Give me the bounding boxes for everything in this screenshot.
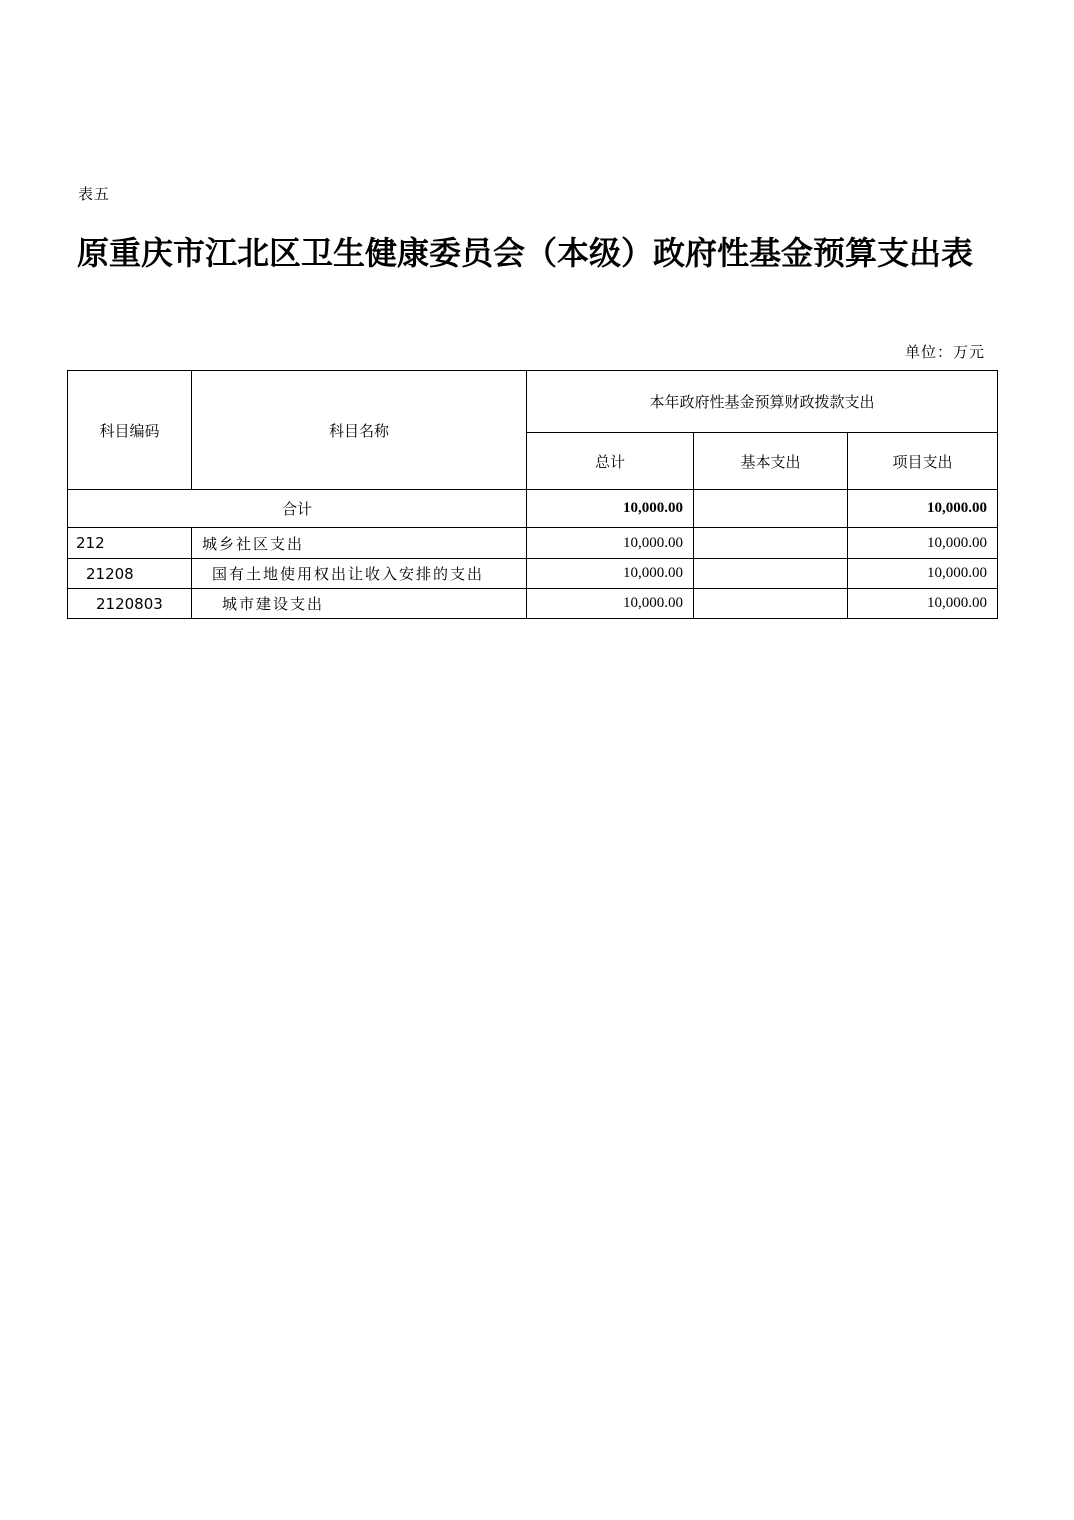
- row-total: 10,000.00: [527, 559, 694, 589]
- table-row: [68, 528, 998, 559]
- row-code: 2120803: [68, 589, 192, 619]
- row-total: 10,000.00: [527, 589, 694, 619]
- row-basic: [694, 559, 848, 589]
- unit-label: 单位：万元: [904, 343, 985, 361]
- page-title: 原重庆市江北区卫生健康委员会（本级）政府性基金预算支出表: [77, 234, 974, 272]
- header-code: 科目编码: [68, 371, 192, 490]
- budget-table: [67, 370, 998, 619]
- row-name: 城市建设支出: [192, 589, 527, 619]
- total-project: 10,000.00: [848, 490, 998, 528]
- row-code: 212: [68, 528, 192, 559]
- header-basic: 基本支出: [694, 433, 848, 490]
- table-row: [68, 589, 998, 619]
- row-name: 城乡社区支出: [192, 528, 527, 559]
- row-project: 10,000.00: [848, 528, 998, 559]
- row-name: 国有土地使用权出让收入安排的支出: [192, 559, 527, 589]
- total-label: 合计: [68, 490, 527, 528]
- total-basic: [694, 490, 848, 528]
- header-project: 项目支出: [848, 433, 998, 490]
- header-group: 本年政府性基金预算财政拨款支出: [527, 371, 998, 433]
- table-number-label: 表五: [78, 185, 111, 203]
- header-total: 总计: [527, 433, 694, 490]
- header-name: 科目名称: [192, 371, 527, 490]
- row-code: 21208: [68, 559, 192, 589]
- table-row: [68, 559, 998, 589]
- header-row-top: [68, 371, 998, 433]
- total-total: 10,000.00: [527, 490, 694, 528]
- row-project: 10,000.00: [848, 589, 998, 619]
- row-project: 10,000.00: [848, 559, 998, 589]
- row-basic: [694, 589, 848, 619]
- total-row: [68, 490, 998, 528]
- row-total: 10,000.00: [527, 528, 694, 559]
- row-basic: [694, 528, 848, 559]
